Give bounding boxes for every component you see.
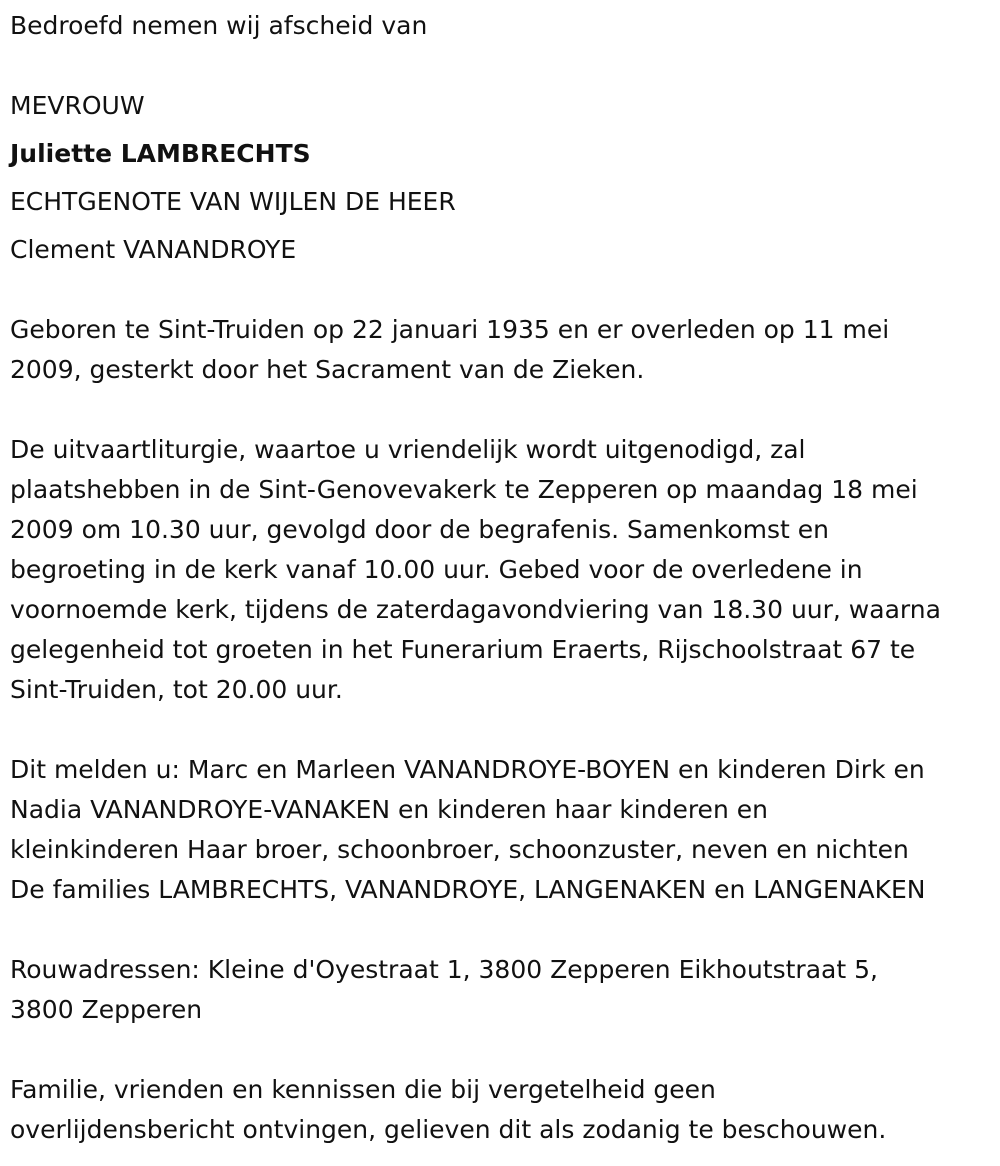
paragraph-line: 3800 Zepperen — [10, 995, 203, 1024]
paragraph-line: plaatshebben in de Sint-Genovevakerk te Zepperen op maandag 18 mei — [10, 475, 918, 504]
intro-line: Bedroefd nemen wij afscheid van — [10, 11, 428, 40]
deceased-relation: ECHTGENOTE VAN WIJLEN DE HEER — [10, 187, 456, 216]
paragraph-line: Rouwadressen: Kleine d'Oyestraat 1, 3800 Zepperen Eikhoutstraat 5, — [10, 955, 878, 984]
paragraph-line: Nadia VANANDROYE-VANAKEN en kinderen haar kinderen en — [10, 795, 768, 824]
paragraph-line: Dit melden u: Marc en Marleen VANANDROYE-BOYEN en kinderen Dirk en — [10, 755, 925, 784]
paragraph-line: gelegenheid tot groeten in het Funerarium Eraerts, Rijschoolstraat 67 te — [10, 635, 916, 664]
deceased-title: MEVROUW — [10, 91, 145, 120]
paragraph-line: begroeting in de kerk vanaf 10.00 uur. Gebed voor de overledene in — [10, 555, 863, 584]
paragraph-line: De uitvaartliturgie, waartoe u vriendelijk wordt uitgenodigd, zal — [10, 435, 806, 464]
spouse-name: Clement VANANDROYE — [10, 235, 297, 264]
paragraph-line: overlijdensbericht ontvingen, gelieven dit als zodanig te beschouwen. — [10, 1115, 887, 1144]
paragraph-line: De families LAMBRECHTS, VANANDROYE, LANGENAKEN en LANGENAKEN — [10, 875, 926, 904]
paragraph-line: 2009, gesterkt door het Sacrament van de Zieken. — [10, 355, 645, 384]
paragraph-line: Geboren te Sint-Truiden op 22 januari 1935 en er overleden op 11 mei — [10, 315, 890, 344]
paragraph-line: Familie, vrienden en kennissen die bij vergetelheid geen — [10, 1075, 716, 1104]
deceased-name: Juliette LAMBRECHTS — [10, 139, 311, 168]
paragraph-line: kleinkinderen Haar broer, schoonbroer, schoonzuster, neven en nichten — [10, 835, 909, 864]
paragraph-line: voornoemde kerk, tijdens de zaterdagavondviering van 18.30 uur, waarna — [10, 595, 941, 624]
paragraph-line: 2009 om 10.30 uur, gevolgd door de begrafenis. Samenkomst en — [10, 515, 830, 544]
paragraph-line: Sint-Truiden, tot 20.00 uur. — [10, 675, 343, 704]
